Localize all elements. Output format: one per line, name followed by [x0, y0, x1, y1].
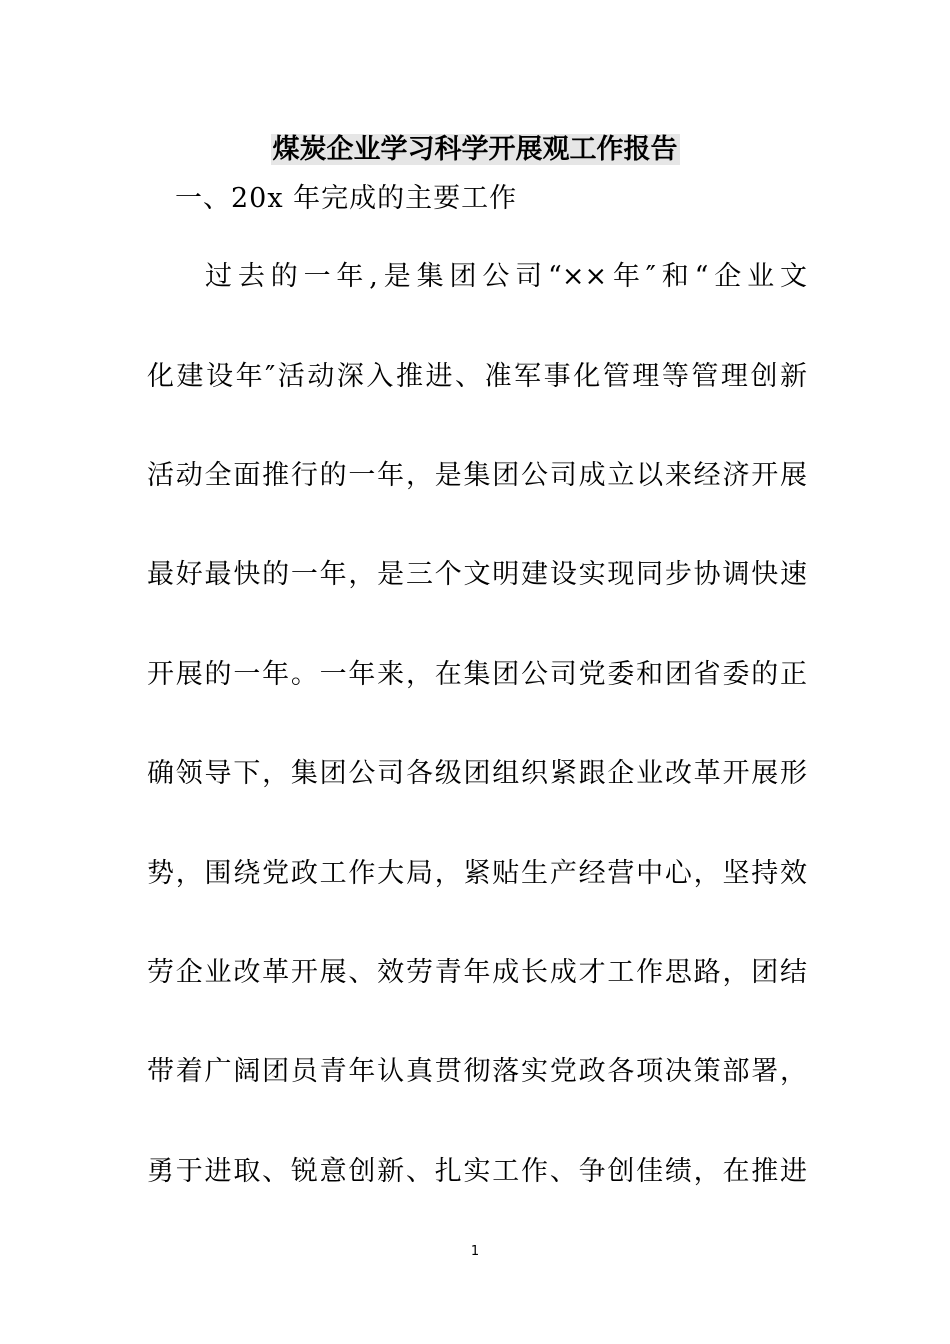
document-title: 煤炭企业学习科学开展观工作报告 [272, 134, 678, 165]
paragraph-line: 开展的一年。一年来，在集团公司党委和团省委的正 [147, 659, 807, 690]
paragraph-line: 劳企业改革开展、效劳青年成长成才工作思路，团结 [147, 957, 807, 988]
page-number: 1 [470, 1244, 480, 1259]
paragraph-line: 势，围绕党政工作大局，紧贴生产经营中心，坚持效 [147, 858, 807, 889]
paragraph-line: 勇于进取、锐意创新、扎实工作、争创佳绩，在推进 [147, 1156, 807, 1187]
paragraph-line: 化建设年″活动深入推进、准军事化管理等管理创新 [147, 361, 807, 392]
paragraph-line: 带着广阔团员青年认真贯彻落实党政各项决策部署， [147, 1056, 807, 1087]
section-heading: 一、20x 年完成的主要工作 [175, 183, 518, 214]
paragraph-line: 过去的一年,是集团公司“××年″和“企业文 [205, 261, 807, 292]
paragraph-line: 活动全面推行的一年，是集团公司成立以来经济开展 [147, 460, 807, 491]
paragraph-line: 最好最快的一年，是三个文明建设实现同步协调快速 [147, 559, 807, 590]
paragraph-line: 确领导下，集团公司各级团组织紧跟企业改革开展形 [147, 758, 807, 789]
